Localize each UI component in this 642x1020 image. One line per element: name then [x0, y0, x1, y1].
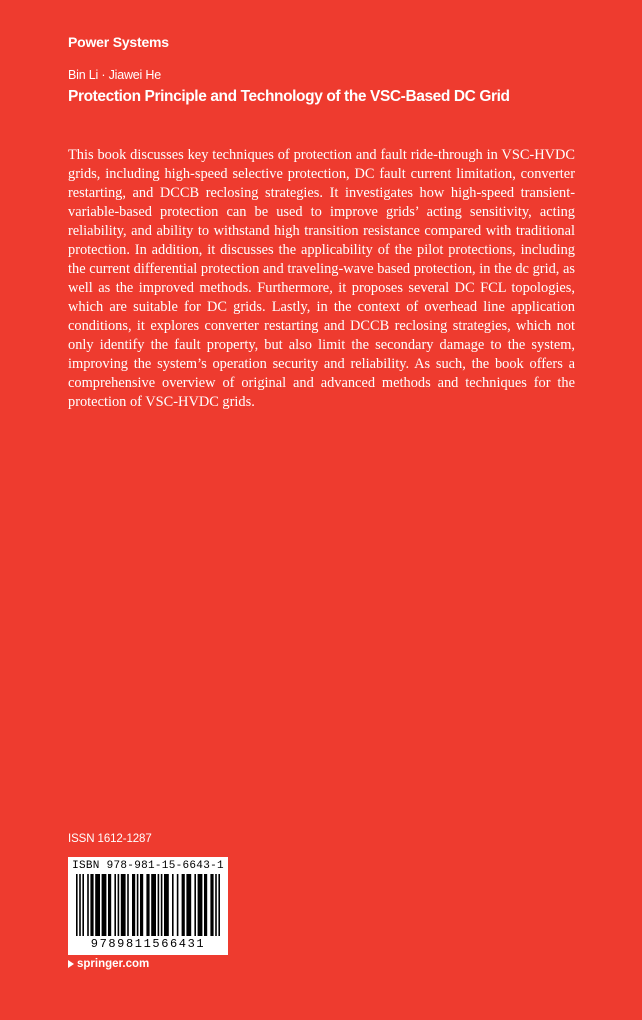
barcode-bar [161, 874, 163, 936]
barcode-bar [194, 874, 196, 936]
barcode-bar [87, 874, 89, 936]
barcode-bar [114, 874, 116, 936]
barcode-bar [121, 874, 126, 936]
arrow-icon [68, 960, 74, 968]
barcode-bar [102, 874, 107, 936]
barcode-bars [76, 874, 220, 936]
barcode-bar [79, 874, 81, 936]
publisher-url: springer.com [77, 958, 150, 970]
barcode-bar [204, 874, 207, 936]
barcode-bar [90, 874, 93, 936]
book-title: Protection Principle and Technology of the VSC-Based DC Grid [68, 88, 510, 105]
barcode-bar [158, 874, 160, 936]
barcode-bar [186, 874, 191, 936]
barcode-bar [137, 874, 139, 936]
barcode [68, 857, 228, 955]
barcode-bar [140, 874, 143, 936]
barcode-bar [82, 874, 84, 936]
barcode-digits: 9789811566431 [90, 937, 206, 951]
barcode-bar [177, 874, 179, 936]
book-description: This book discusses key techniques of protection and fault ride-through in VSC-HVDC grids, including high-speed selective protection, DC fault current limitation, converter restarting, and DCCB reclosing strategies. It investigates how high-speed transient-variable-based protection can be used to improve grids’ acting sensitivity, acting reliability, and ability to withstand high transition resistance compared with traditional protection. In addition, it discusses the applicability of the pilot protections, including the current differential protection and traveling-wave based protection, in the dc grid, as well as the improved methods. Furthermore, it proposes several DC FCL topologies, which are suitable for DC grids. Lastly, in the context of overhead line application conditions, it explores converter restarting and DCCB reclosing strategies, which not only identify the fault property, but also limit the secondary damage to the system, improving the system’s operation security and reliability. As such, the book offers a comprehensive overview of original and advanced methods and techniques for the protection of VSC-HVDC grids. [68, 147, 575, 410]
barcode-bar [164, 874, 169, 936]
issn: ISSN 1612-1287 [68, 833, 152, 845]
barcode-bar [108, 874, 111, 936]
barcode-bar [118, 874, 120, 936]
authors: Bin Li · Jiawei He [68, 68, 161, 82]
barcode-bar [198, 874, 203, 936]
barcode-bar [146, 874, 149, 936]
barcode-bar [132, 874, 135, 936]
barcode-bar [182, 874, 185, 936]
barcode-bar [215, 874, 217, 936]
barcode-bar [151, 874, 156, 936]
isbn-text: ISBN 978-981-15-6643-1 [72, 860, 224, 872]
barcode-bar [95, 874, 100, 936]
barcode-bar [172, 874, 174, 936]
barcode-bar [218, 874, 220, 936]
series-name: Power Systems [68, 34, 169, 50]
barcode-bar [210, 874, 213, 936]
barcode-bar [127, 874, 129, 936]
barcode-bar [76, 874, 78, 936]
publisher-link[interactable] [68, 958, 149, 970]
